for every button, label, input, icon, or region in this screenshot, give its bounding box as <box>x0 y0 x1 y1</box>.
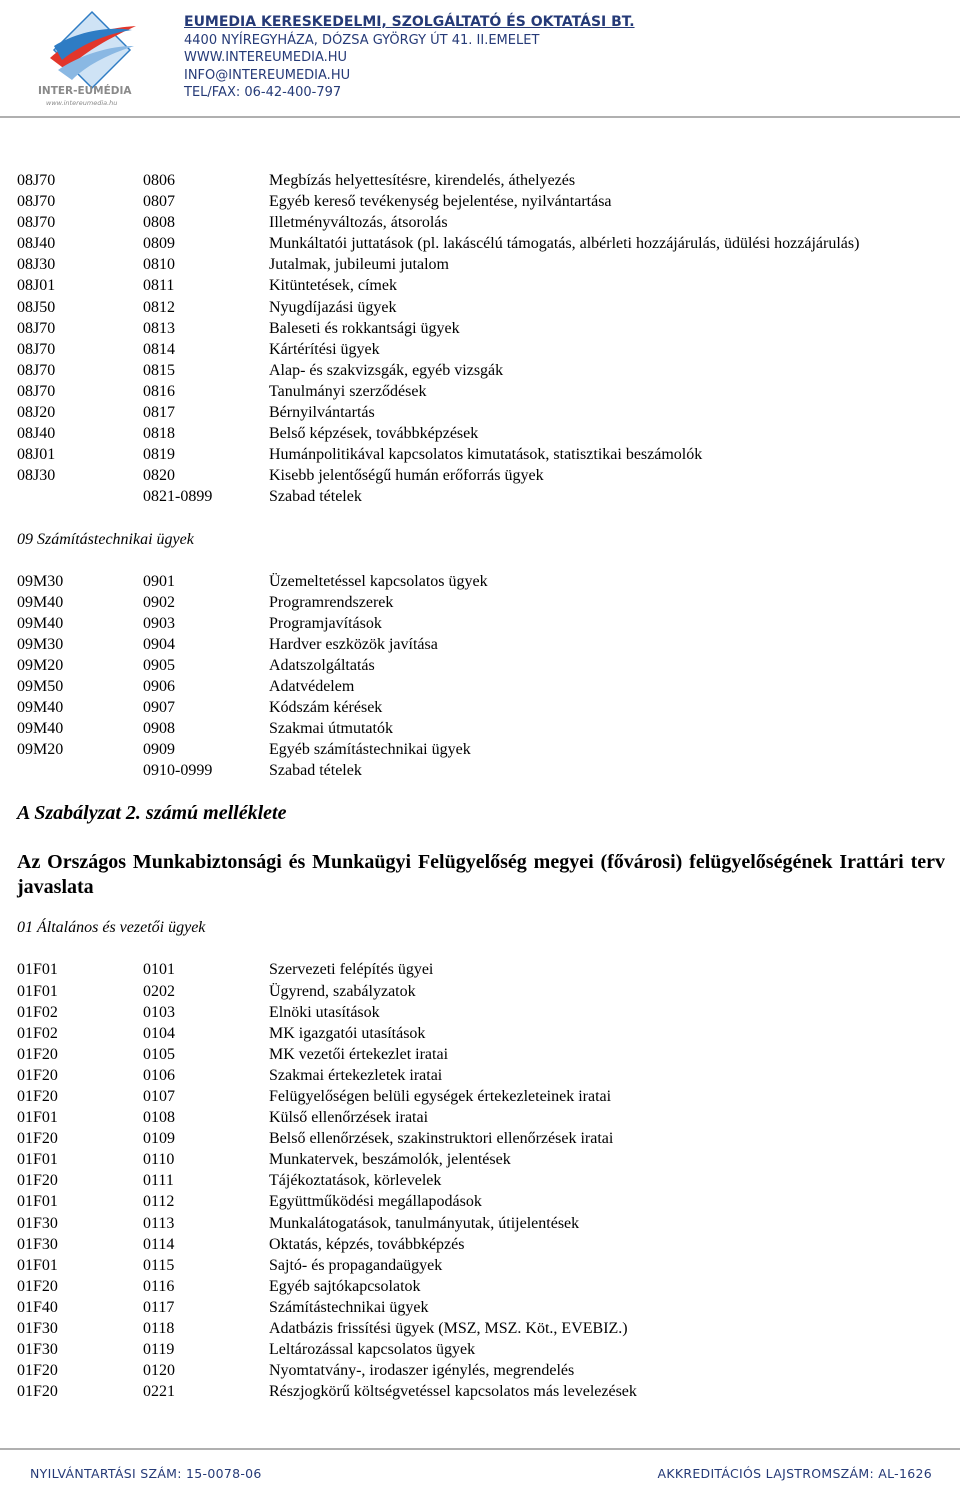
item-number: 0819 <box>143 446 175 464</box>
item-description: Illetményváltozás, átsorolás <box>269 214 448 232</box>
item-number: 0118 <box>143 1320 175 1338</box>
group-code: 01F20 <box>17 1130 58 1148</box>
item-number: 0903 <box>143 614 175 632</box>
group-code: 08J70 <box>17 193 56 211</box>
item-description: Oktatás, képzés, továbbképzés <box>269 1235 465 1253</box>
table-row <box>17 233 952 254</box>
group-code: 09M20 <box>17 741 64 759</box>
item-number: 0902 <box>143 593 175 611</box>
item-number: 0106 <box>143 1066 175 1084</box>
item-number: 0908 <box>143 720 175 738</box>
company-address: 4400 NYÍREGYHÁZA, DÓZSA GYÖRGY ÚT 41. II.EMELET <box>184 32 540 48</box>
group-code: 01F20 <box>17 1362 58 1380</box>
item-description: Jutalmak, jubileumi jutalom <box>269 256 449 274</box>
table-row <box>17 486 952 507</box>
item-description: Adatszolgáltatás <box>269 656 375 674</box>
table-row <box>17 959 952 980</box>
logo-url: www.intereumedia.hu <box>46 99 118 107</box>
item-number: 0120 <box>143 1362 175 1380</box>
item-number: 0115 <box>143 1256 175 1274</box>
table-row <box>17 444 952 465</box>
group-code: 08J70 <box>17 361 56 379</box>
letterhead <box>0 0 960 120</box>
item-number: 0116 <box>143 1277 175 1295</box>
item-number: 0813 <box>143 319 175 337</box>
table-row <box>17 1107 952 1128</box>
group-code: 09M40 <box>17 593 64 611</box>
item-number: 0814 <box>143 340 175 358</box>
item-number: 0110 <box>143 1151 175 1169</box>
item-number: 0909 <box>143 741 175 759</box>
item-number: 0812 <box>143 298 175 316</box>
item-description: MK igazgatói utasítások <box>269 1024 426 1042</box>
accreditation-number: AKKREDITÁCIÓS LAJSTROMSZÁM: AL-1626 <box>657 1466 932 1481</box>
group-code: 01F20 <box>17 1045 58 1063</box>
group-code: 01F01 <box>17 1256 58 1274</box>
item-description: Felügyelőségen belüli egységek értekezleteinek iratai <box>269 1088 612 1105</box>
table-row <box>17 1128 952 1149</box>
item-description: Munkatervek, beszámolók, jelentések <box>269 1151 511 1169</box>
item-number: 0109 <box>143 1130 175 1148</box>
group-code: 01F20 <box>17 1383 58 1401</box>
table-row <box>17 592 952 613</box>
item-number: 0906 <box>143 677 175 695</box>
group-code: 08J50 <box>17 298 56 316</box>
item-number: 0806 <box>143 172 175 189</box>
table-row <box>17 318 952 339</box>
spacer <box>17 938 952 959</box>
spacer <box>17 508 952 529</box>
group-code: 01F20 <box>17 1277 58 1295</box>
item-number: 0817 <box>143 404 175 422</box>
item-number: 0117 <box>143 1298 175 1316</box>
item-number: 0901 <box>143 572 175 590</box>
table-row <box>17 571 952 592</box>
footer <box>0 1466 960 1486</box>
item-number: 0202 <box>143 982 175 1000</box>
group-code: 01F20 <box>17 1066 58 1084</box>
group-code: 09M30 <box>17 572 64 590</box>
item-number: 0103 <box>143 1003 175 1021</box>
table-row <box>17 381 952 402</box>
group-code: 01F02 <box>17 1003 58 1021</box>
spacer <box>17 826 952 850</box>
group-code: 09M40 <box>17 720 64 738</box>
registration-number: NYILVÁNTARTÁSI SZÁM: 15-0078-06 <box>30 1466 262 1481</box>
group-code: 01F01 <box>17 1151 58 1169</box>
table-row <box>17 1276 952 1297</box>
group-code: 01F01 <box>17 1193 58 1211</box>
item-description: Egyéb számítástechnikai ügyek <box>269 741 471 759</box>
group-code: 08J01 <box>17 446 56 464</box>
item-description: Megbízás helyettesítésre, kirendelés, áthelyezés <box>269 172 576 189</box>
group-code: 01F30 <box>17 1341 58 1359</box>
group-code: 01F01 <box>17 961 58 979</box>
item-number: 0809 <box>143 235 175 253</box>
item-number: 0905 <box>143 656 175 674</box>
group-code: 01F30 <box>17 1320 58 1338</box>
group-code: 01F01 <box>17 982 58 1000</box>
item-description: MK vezetői értekezlet iratai <box>269 1045 449 1063</box>
group-code: 01F30 <box>17 1214 58 1232</box>
company-email[interactable]: INFO@INTEREUMEDIA.HU <box>184 67 351 83</box>
logo-graphic-icon <box>32 8 152 108</box>
table-row <box>17 191 952 212</box>
item-number: 0104 <box>143 1024 175 1042</box>
group-code: 08J40 <box>17 235 56 253</box>
group-code: 08J70 <box>17 382 56 400</box>
company-phone: TEL/FAX: 06-42-400-797 <box>184 85 342 100</box>
table-row <box>17 254 952 275</box>
item-description: Üzemeltetéssel kapcsolatos ügyek <box>269 572 488 590</box>
table-row <box>17 1318 952 1339</box>
item-description: Tanulmányi szerződések <box>269 382 427 400</box>
item-description: Sajtó- és propagandaügyek <box>269 1256 443 1274</box>
item-description: Szakmai értekezletek iratai <box>269 1066 443 1084</box>
main-title: Az Országos Munkabiztonsági és Munkaügyi Felügyelőség megyei (fővárosi) felügyelőségének Irattári terv javaslata <box>17 851 945 899</box>
table-row <box>17 1170 952 1191</box>
table-row <box>17 676 952 697</box>
group-code: 08J20 <box>17 404 56 422</box>
item-description: Szabad tételek <box>269 762 362 780</box>
table-row <box>17 697 952 718</box>
group-code: 08J70 <box>17 214 56 232</box>
header-divider <box>0 116 960 118</box>
group-code: 01F40 <box>17 1298 58 1316</box>
item-description: Adatbázis frissítési ügyek (MSZ, MSZ. Köt., EVEBIZ.) <box>269 1320 628 1338</box>
table-row <box>17 613 952 634</box>
item-description: Programrendszerek <box>269 593 394 611</box>
table-row <box>17 1234 952 1255</box>
item-number: 0907 <box>143 699 175 717</box>
item-description: Ügyrend, szabályzatok <box>269 982 416 1000</box>
item-description: Adatvédelem <box>269 677 355 695</box>
group-code: 01F30 <box>17 1235 58 1253</box>
spacer <box>17 900 952 917</box>
table-row <box>17 981 952 1002</box>
item-number: 0221 <box>143 1383 175 1401</box>
group-code: 08J70 <box>17 340 56 358</box>
company-name: EUMEDIA KERESKEDELMI, SZOLGÁLTATÓ ÉS OKTATÁSI BT. <box>184 14 635 30</box>
item-description: Elnöki utasítások <box>269 1003 380 1021</box>
table-row <box>17 1002 952 1023</box>
group-code: 09M40 <box>17 614 64 632</box>
item-number: 0108 <box>143 1109 175 1127</box>
item-number: 0811 <box>143 277 175 295</box>
table-row <box>17 634 952 655</box>
section-heading-09: 09 Számítástechnikai ügyek <box>17 530 194 548</box>
item-number: 0821-0899 <box>143 488 213 506</box>
table-row <box>17 655 952 676</box>
group-code: 08J70 <box>17 319 56 337</box>
item-description: Programjavítások <box>269 614 382 632</box>
annex-title: A Szabályzat 2. számú melléklete <box>17 802 287 825</box>
table-row <box>17 718 952 739</box>
item-number: 0111 <box>143 1172 174 1190</box>
item-description: Szervezeti felépítés ügyei <box>269 961 434 979</box>
table-row <box>17 402 952 423</box>
spacer <box>17 781 952 800</box>
item-description: Belső képzések, továbbképzések <box>269 425 479 443</box>
table-row <box>17 1297 952 1318</box>
company-info <box>184 14 904 102</box>
item-description: Kitüntetések, címek <box>269 277 397 295</box>
item-number: 0112 <box>143 1193 175 1211</box>
table-row <box>17 212 952 233</box>
item-description: Baleseti és rokkantsági ügyek <box>269 319 460 337</box>
item-description: Leltározással kapcsolatos ügyek <box>269 1341 476 1359</box>
document-body <box>17 170 952 1402</box>
item-number: 0810 <box>143 256 175 274</box>
table-row <box>17 1086 952 1107</box>
table-row <box>17 465 952 486</box>
item-description: Hardver eszközök javítása <box>269 635 438 653</box>
records-table-08 <box>17 170 952 508</box>
item-description: Kisebb jelentőségű humán erőforrás ügyek <box>269 467 544 485</box>
table-row <box>17 739 952 760</box>
item-number: 0113 <box>143 1214 175 1232</box>
group-code: 09M30 <box>17 635 64 653</box>
group-code: 08J70 <box>17 172 56 189</box>
item-number: 0815 <box>143 361 175 379</box>
item-number: 0904 <box>143 635 175 653</box>
spacer <box>17 550 952 571</box>
item-number: 0818 <box>143 425 175 443</box>
inter-eumedia-logo <box>32 8 152 108</box>
group-code: 09M20 <box>17 656 64 674</box>
table-row <box>17 1255 952 1276</box>
item-number: 0820 <box>143 467 175 485</box>
item-number: 0816 <box>143 382 175 400</box>
records-table-01 <box>17 959 952 1402</box>
group-code: 08J30 <box>17 467 56 485</box>
table-row <box>17 1044 952 1065</box>
table-row <box>17 760 952 781</box>
table-row <box>17 339 952 360</box>
table-row <box>17 1360 952 1381</box>
group-code: 08J30 <box>17 256 56 274</box>
item-number: 0119 <box>143 1341 175 1359</box>
item-description: Számítástechnikai ügyek <box>269 1298 429 1316</box>
item-number: 0807 <box>143 193 175 211</box>
item-description: Nyomtatvány-, irodaszer igénylés, megrendelés <box>269 1362 575 1380</box>
item-description: Alap- és szakvizsgák, egyéb vizsgák <box>269 361 504 379</box>
item-number: 0107 <box>143 1088 175 1105</box>
item-description: Nyugdíjazási ügyek <box>269 298 397 316</box>
item-description: Bérnyilvántartás <box>269 404 375 422</box>
item-description: Munkalátogatások, tanulmányutak, útijelentések <box>269 1214 580 1232</box>
group-code: 01F02 <box>17 1024 58 1042</box>
table-row <box>17 1065 952 1086</box>
table-row <box>17 360 952 381</box>
table-row <box>17 1381 952 1402</box>
item-description: Egyéb kereső tevékenység bejelentése, nyilvántartása <box>269 193 612 211</box>
company-website[interactable]: WWW.INTEREUMEDIA.HU <box>184 50 348 65</box>
table-row <box>17 1213 952 1234</box>
item-number: 0114 <box>143 1235 175 1253</box>
item-description: Együttműködési megállapodások <box>269 1193 482 1211</box>
group-code: 09M50 <box>17 677 64 695</box>
table-row <box>17 1023 952 1044</box>
table-row <box>17 1149 952 1170</box>
item-description: Humánpolitikával kapcsolatos kimutatások, statisztikai beszámolók <box>269 446 703 464</box>
item-description: Kártérítési ügyek <box>269 340 380 358</box>
table-row <box>17 170 952 191</box>
table-row <box>17 423 952 444</box>
item-number: 0105 <box>143 1045 175 1063</box>
section-heading-01: 01 Általános és vezetői ügyek <box>17 919 206 937</box>
group-code: 01F20 <box>17 1088 58 1105</box>
item-description: Tájékoztatások, körlevelek <box>269 1172 442 1190</box>
logo-wordmark: INTER-EUMÉDIA <box>38 85 132 97</box>
item-description: Külső ellenőrzések iratai <box>269 1109 429 1127</box>
item-description: Belső ellenőrzések, szakinstruktori ellenőrzések iratai <box>269 1130 614 1148</box>
item-number: 0910-0999 <box>143 762 213 780</box>
footer-divider <box>0 1448 960 1450</box>
group-code: 01F20 <box>17 1172 58 1190</box>
group-code: 01F01 <box>17 1109 58 1127</box>
item-description: Szabad tételek <box>269 488 362 506</box>
item-description: Munkáltatói juttatások (pl. lakáscélú támogatás, albérleti hozzájárulás, üdülési hozzájárulás) <box>269 235 860 253</box>
group-code: 08J01 <box>17 277 56 295</box>
table-row <box>17 297 952 318</box>
records-table-09 <box>17 571 952 782</box>
item-description: Szakmai útmutatók <box>269 720 393 738</box>
table-row <box>17 1339 952 1360</box>
group-code: 09M40 <box>17 699 64 717</box>
table-row <box>17 275 952 296</box>
table-row <box>17 1191 952 1212</box>
item-description: Részjogkörű költségvetéssel kapcsolatos más levelezések <box>269 1383 637 1401</box>
item-number: 0101 <box>143 961 175 979</box>
group-code: 08J40 <box>17 425 56 443</box>
item-description: Kódszám kérések <box>269 699 383 717</box>
item-description: Egyéb sajtókapcsolatok <box>269 1277 421 1295</box>
item-number: 0808 <box>143 214 175 232</box>
